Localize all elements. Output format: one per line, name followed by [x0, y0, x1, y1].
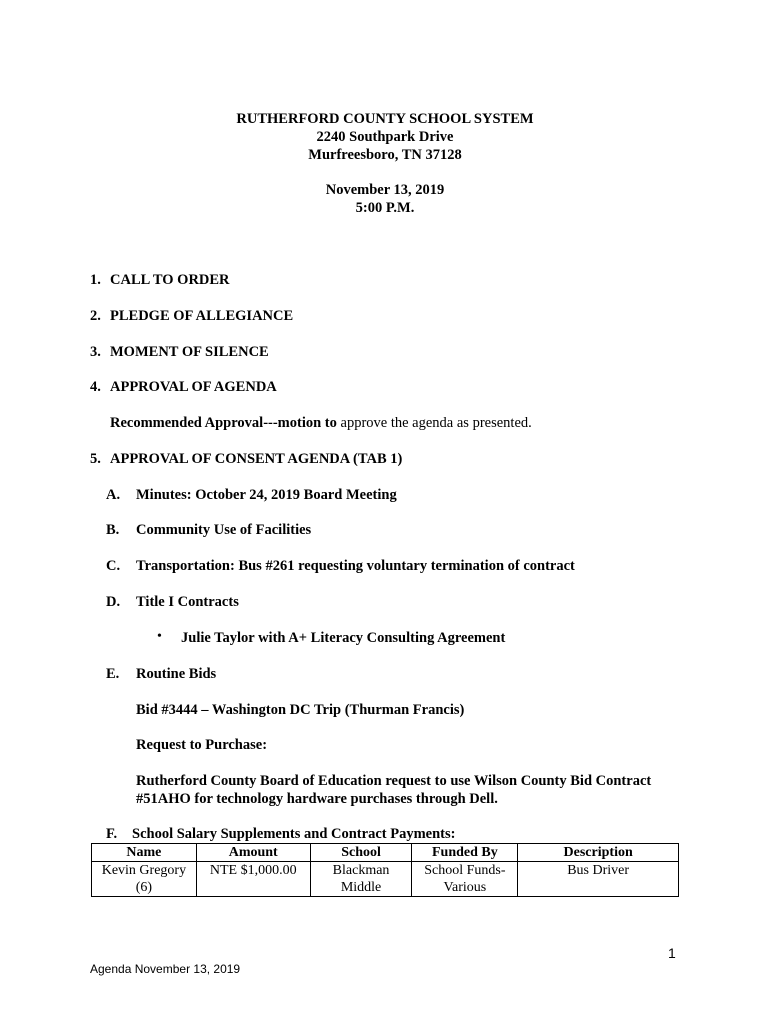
sub-letter: D.: [106, 594, 121, 610]
agenda-item-1: [90, 272, 230, 289]
sub-letter: E.: [106, 666, 120, 682]
recommendation-text: approve the agenda as presented.: [340, 415, 532, 431]
sub-text: Community Use of Facilities: [136, 522, 312, 538]
sub-text: Routine Bids: [136, 666, 217, 682]
school-cell: [310, 862, 412, 897]
school-line-2: Middle: [340, 880, 382, 895]
salary-table: [91, 843, 679, 897]
address-line-2: Murfreesboro, TN 37128: [308, 147, 462, 163]
item-number: 2.: [90, 308, 101, 324]
item-label: APPROVAL OF AGENDA: [110, 379, 277, 395]
sub-letter: F.: [106, 826, 118, 842]
agenda-item-5: [90, 451, 402, 468]
meeting-date: November 13, 2019: [325, 182, 445, 198]
purchase-line-1: Rutherford County Board of Education request to use Wilson County Bid Contract: [136, 773, 652, 789]
sub-letter: A.: [106, 487, 121, 503]
title-i-contract-item: Julie Taylor with A+ Literacy Consulting Agreement: [181, 630, 506, 646]
sub-item-e: [106, 666, 216, 683]
item-number: 3.: [90, 344, 101, 360]
item-number: 5.: [90, 451, 101, 467]
item-label: CALL TO ORDER: [110, 272, 230, 288]
agenda-item-3: [90, 344, 269, 361]
name-line-1: Kevin Gregory: [101, 863, 187, 878]
name-cell: [92, 862, 197, 897]
sub-item-f: [106, 826, 455, 843]
description-cell: Bus Driver: [518, 862, 679, 897]
column-header: Name: [92, 844, 197, 862]
item-number: 1.: [90, 272, 101, 288]
table-row: [92, 862, 679, 897]
item-label: MOMENT OF SILENCE: [110, 344, 269, 360]
item-label: APPROVAL OF CONSENT AGENDA (TAB 1): [110, 451, 403, 467]
funded-line-2: Various: [443, 880, 487, 895]
column-header: Description: [518, 844, 679, 862]
recommendation-bold: Recommended Approval---motion to: [110, 415, 341, 431]
funded-line-1: School Funds-: [424, 863, 506, 878]
sub-item-b: [106, 522, 311, 539]
amount-cell: NTE $1,000.00: [196, 862, 310, 897]
sub-item-a: [106, 487, 397, 504]
org-title: RUTHERFORD COUNTY SCHOOL SYSTEM: [236, 111, 534, 127]
sub-letter: B.: [106, 522, 120, 538]
footer-text: Agenda November 13, 2019: [90, 962, 241, 976]
sub-text: School Salary Supplements and Contract Payments:: [132, 826, 456, 842]
request-to-purchase: Request to Purchase:: [136, 737, 268, 753]
item-label: PLEDGE OF ALLEGIANCE: [110, 308, 294, 324]
sub-text: Minutes: October 24, 2019 Board Meeting: [136, 487, 397, 503]
sub-letter: C.: [106, 558, 121, 574]
column-header: Amount: [196, 844, 310, 862]
item-number: 4.: [90, 379, 101, 395]
purchase-line-2: #51AHO for technology hardware purchases through Dell.: [136, 791, 498, 807]
table-header-row: [92, 844, 679, 862]
page-number: 1: [668, 945, 676, 961]
recommendation: [110, 415, 532, 432]
sub-text: Transportation: Bus #261 requesting voluntary termination of contract: [136, 558, 575, 574]
agenda-item-2: [90, 308, 293, 325]
bullet-icon: •: [157, 629, 162, 644]
sub-item-d: [106, 594, 239, 611]
column-header: School: [310, 844, 412, 862]
school-line-1: Blackman: [332, 863, 390, 878]
address-line-1: 2240 Southpark Drive: [316, 129, 454, 145]
sub-item-c: [106, 558, 575, 575]
column-header: Funded By: [412, 844, 518, 862]
bid-item: Bid #3444 – Washington DC Trip (Thurman Francis): [136, 702, 465, 718]
meeting-time: 5:00 P.M.: [355, 200, 415, 216]
agenda-item-4: [90, 379, 277, 396]
funded-by-cell: [412, 862, 518, 897]
sub-text: Title I Contracts: [136, 594, 239, 610]
name-line-2: (6): [135, 880, 153, 895]
